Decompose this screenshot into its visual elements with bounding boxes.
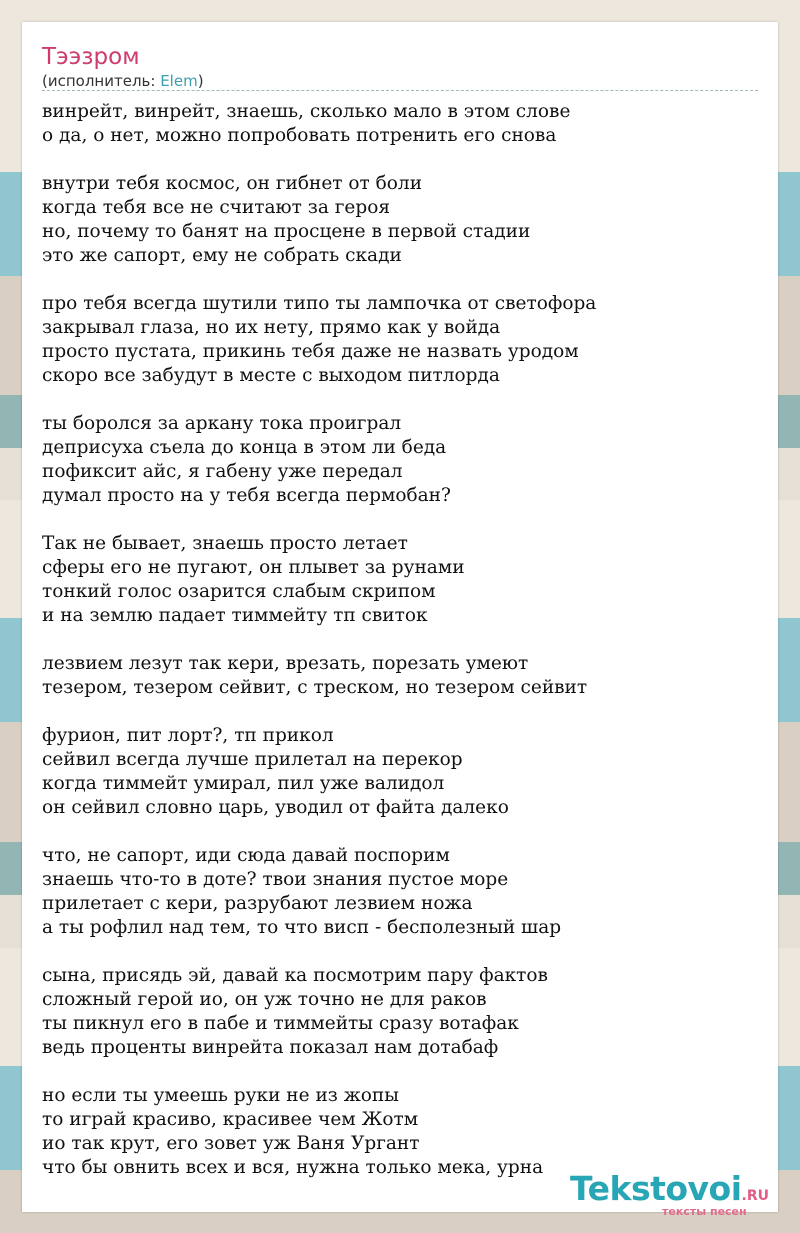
lyric-line: когда тебя все не считают за героя xyxy=(42,197,391,218)
lyric-line: внутри тебя космос, он гибнет от боли xyxy=(42,173,423,194)
artist-suffix: ) xyxy=(197,72,204,90)
lyric-line: что, не сапорт, иди сюда давай поспорим xyxy=(42,845,450,866)
lyric-line: думал просто на у тебя всегда пермобан? xyxy=(42,485,451,506)
lyric-line: винрейт, винрейт, знаешь, сколько мало в этом слове xyxy=(42,101,571,122)
stanza xyxy=(42,964,762,1060)
artist-line xyxy=(42,71,204,91)
lyric-line: ведь проценты винрейта показал нам дотабаф xyxy=(42,1037,499,1058)
lyric-line: он сейвил словно царь, уводил от файта далеко xyxy=(42,797,509,818)
stanza xyxy=(42,172,762,268)
lyric-line: прилетает с кери, разрубают лезвием ножа xyxy=(42,893,473,914)
lyric-line: а ты рофлил над тем, то что висп - бесполезный шар xyxy=(42,917,562,938)
lyrics-card xyxy=(22,22,778,1218)
lyric-line: сына, присядь эй, давай ка посмотрим пару фактов xyxy=(42,965,548,986)
lyric-line: пофиксит айс, я габену уже передал xyxy=(42,461,403,482)
lyric-line: когда тиммейт умирал, пил уже валидол xyxy=(42,773,445,794)
lyric-line: то играй красиво, красивее чем Жотм xyxy=(42,1109,419,1130)
lyric-line: фурион, пит лорт?, тп прикол xyxy=(42,725,334,746)
stanza xyxy=(42,844,762,940)
lyric-line: ио так крут, его зовет уж Ваня Ургант xyxy=(42,1133,420,1154)
lyric-line: деприсуха съела до конца в этом ли беда xyxy=(42,437,447,458)
stanza xyxy=(42,1084,762,1180)
stanza xyxy=(42,724,762,820)
logo-tld: .RU xyxy=(741,1188,770,1204)
lyric-line: ты пикнул его в пабе и тиммейты сразу вотафак xyxy=(42,1013,519,1034)
lyric-line: сейвил всегда лучше прилетал на перекор xyxy=(42,749,463,770)
stanza xyxy=(42,532,762,628)
lyric-line: ты боролся за аркану тока проиграл xyxy=(42,413,402,434)
lyric-line: тонкий голос озарится слабым скрипом xyxy=(42,581,436,602)
stanza xyxy=(42,652,762,700)
lyric-line: но если ты умеешь руки не из жопы xyxy=(42,1085,399,1106)
song-title: Тээзром xyxy=(42,44,140,70)
artist-link[interactable]: Elem xyxy=(160,72,198,90)
lyric-line: скоро все забудут в месте с выходом питлорда xyxy=(42,365,500,386)
lyric-line: знаешь что-то в доте? твои знания пустое море xyxy=(42,869,509,890)
lyric-line: но, почему то банят на просцене в первой стадии xyxy=(42,221,531,242)
lyric-line: лезвием лезут так кери, врезать, порезать умеют xyxy=(42,653,529,674)
lyric-line: Так не бывает, знаешь просто летает xyxy=(42,533,408,554)
stanza xyxy=(42,292,762,388)
lyric-line: сложный герой ио, он уж точно не для раков xyxy=(42,989,487,1010)
title-divider xyxy=(42,90,758,91)
logo-name: Tekstovoi xyxy=(570,1169,742,1208)
lyric-line: просто пустата, прикинь тебя даже не назвать уродом xyxy=(42,341,579,362)
lyric-line: что бы овнить всех и вся, нужна только мека, урна xyxy=(42,1157,544,1178)
lyric-line: о да, о нет, можно попробовать потренить его снова xyxy=(42,125,557,146)
logo-tagline: тексты песен xyxy=(662,1205,747,1218)
lyric-line: сферы его не пугают, он плывет за рунами xyxy=(42,557,465,578)
stanza xyxy=(42,412,762,508)
lyric-line: закрывал глаза, но их нету, прямо как у войда xyxy=(42,317,501,338)
lyric-line: и на землю падает тиммейту тп свиток xyxy=(42,605,428,626)
stanza xyxy=(42,100,762,148)
lyric-line: это же сапорт, ему не собрать скади xyxy=(42,245,402,266)
lyric-line: про тебя всегда шутили типо ты лампочка от светофора xyxy=(42,293,597,314)
lyrics-text xyxy=(42,100,762,1204)
site-logo[interactable] xyxy=(570,1169,770,1218)
lyric-line: тезером, тезером сейвит, с треском, но тезером сейвит xyxy=(42,677,588,698)
artist-prefix: (исполнитель: xyxy=(42,72,161,90)
